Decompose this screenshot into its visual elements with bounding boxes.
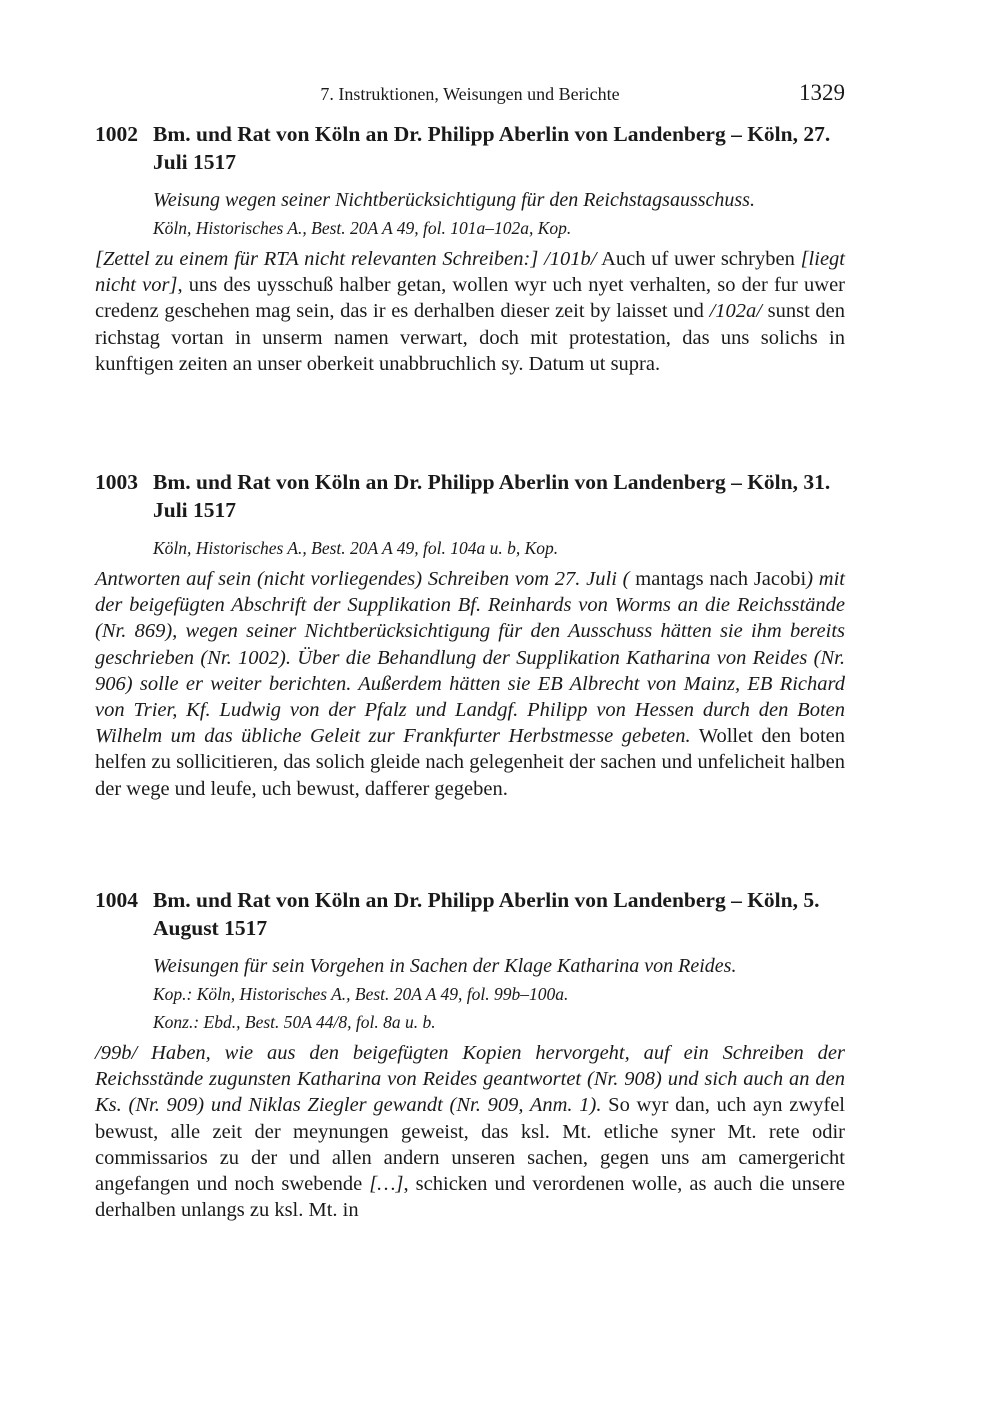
body-segment: mantags nach Jacobi — [629, 568, 807, 590]
body-segment: Wollet den boten helfen zu sollicitieren, das solich gleide nach gelegenheit der sachen und unfelicheit halben der wege und leufe, uch bewust, dafferer gegeben. — [95, 725, 846, 800]
entry-source: Konz.: Ebd., Best. 50A 44/8, fol. 8a u. b. — [153, 1012, 436, 1032]
entry-body — [95, 1040, 845, 1223]
body-segment: ) mit der beigefügten Abschrift der Supplikation Bf. Reinhards von Worms an die Reichsstände (Nr. 869), wegen seiner Nichtberücksichtigung für den Ausschuss hätten sie ihm bereits geschrieben (Nr. 1002). Über die Behandlung der Supplikation Katharina von Reides (Nr. 906) solle er weiter berichten. Außerdem hätten sie EB Albrecht von Mainz, EB Richard von Trier, Kf. Ludwig von der Pfalz und Landgf. Philipp von Hessen durch den Boten Wilhelm um das übliche Geleit zur Frankfurter Herbstmesse gebeten. — [95, 568, 845, 748]
entry-1003 — [95, 468, 845, 802]
body-segment: /99b/ Haben, wie aus den beigefügten Kopien hervorgeht, auf ein Schreiben der Reichsstände zugunsten Katharina von Reides geantwortet (Nr. 908) und sich auch an den Ks. (Nr. 909) und Niklas Ziegler gewandt (Nr. 909, Anm. 1). — [95, 1042, 845, 1117]
body-segment: Auch uf uwer schryben — [596, 248, 801, 270]
entry-heading — [95, 468, 845, 524]
entry-number: 1003 — [95, 470, 138, 494]
entry-title: Bm. und Rat von Köln an Dr. Philipp Aberlin von Landenberg – Köln, 31. Juli 1517 — [153, 470, 831, 522]
running-head — [95, 80, 845, 110]
entry-title: Bm. und Rat von Köln an Dr. Philipp Aberlin von Landenberg – Köln, 27. Juli 1517 — [153, 122, 831, 174]
body-segment: Antworten auf sein (nicht vorliegendes) Schreiben vom 27. Juli ( — [95, 568, 630, 590]
entry-body — [95, 566, 845, 802]
body-segment: [Zettel zu einem für RTA nicht relevanten Schreiben:] /101b/ — [95, 248, 597, 270]
entry-heading — [95, 120, 845, 176]
entry-number: 1002 — [95, 122, 138, 146]
entry-source: Köln, Historisches A., Best. 20A A 49, fol. 104a u. b, Kop. — [153, 538, 559, 558]
body-segment: , schicken und verordenen wolle, as auch die unsere derhalben unlangs zu ksl. Mt. in — [95, 1173, 845, 1222]
entry-1004 — [95, 886, 845, 1223]
entry-source: Köln, Historisches A., Best. 20A A 49, fol. 101a–102a, Kop. — [153, 218, 572, 238]
entry-body — [95, 246, 845, 377]
entry-regest: Weisungen für sein Vorgehen in Sachen der Klage Katharina von Reides. — [153, 955, 737, 977]
body-segment: , uns des uysschuß halber getan, wollen wyr uch nyet verhalten, so der fur uwer credenz geschehen mag sein, das ir es derhalben dieser zeit by laisset und — [95, 274, 846, 323]
body-segment: […] — [369, 1173, 404, 1196]
entry-title: Bm. und Rat von Köln an Dr. Philipp Aberlin von Landenberg – Köln, 5. August 1517 — [153, 888, 820, 940]
page-number: 1329 — [799, 80, 845, 105]
body-segment: [liegt nicht vor] — [95, 248, 845, 297]
entry-regest: Weisung wegen seiner Nichtberücksichtigung für den Reichstagsausschuss. — [153, 189, 755, 211]
body-segment: sunst den richstag vortan in unserm namen verwart, doch mit protestation, das uns solichs in kunftigen zeiten an unser oberkeit unabbruchlich sy. Datum ut supra. — [95, 300, 846, 375]
body-segment: So wyr dan, uch ayn zwyfel bewust, alle zeit der meynungen geweist, das ksl. Mt. etliche syner Mt. rete odir commissarios zu der und allen andern unseren sachen, gegen uns am camergericht angefangen und noch swebende — [95, 1094, 845, 1196]
entry-source: Kop.: Köln, Historisches A., Best. 20A A 49, fol. 99b–100a. — [153, 984, 569, 1004]
entry-heading — [95, 886, 845, 942]
entry-number: 1004 — [95, 888, 138, 912]
body-segment: /102a/ — [709, 300, 762, 323]
running-title: 7. Instruktionen, Weisungen und Berichte — [320, 84, 620, 104]
entry-1002 — [95, 120, 845, 377]
